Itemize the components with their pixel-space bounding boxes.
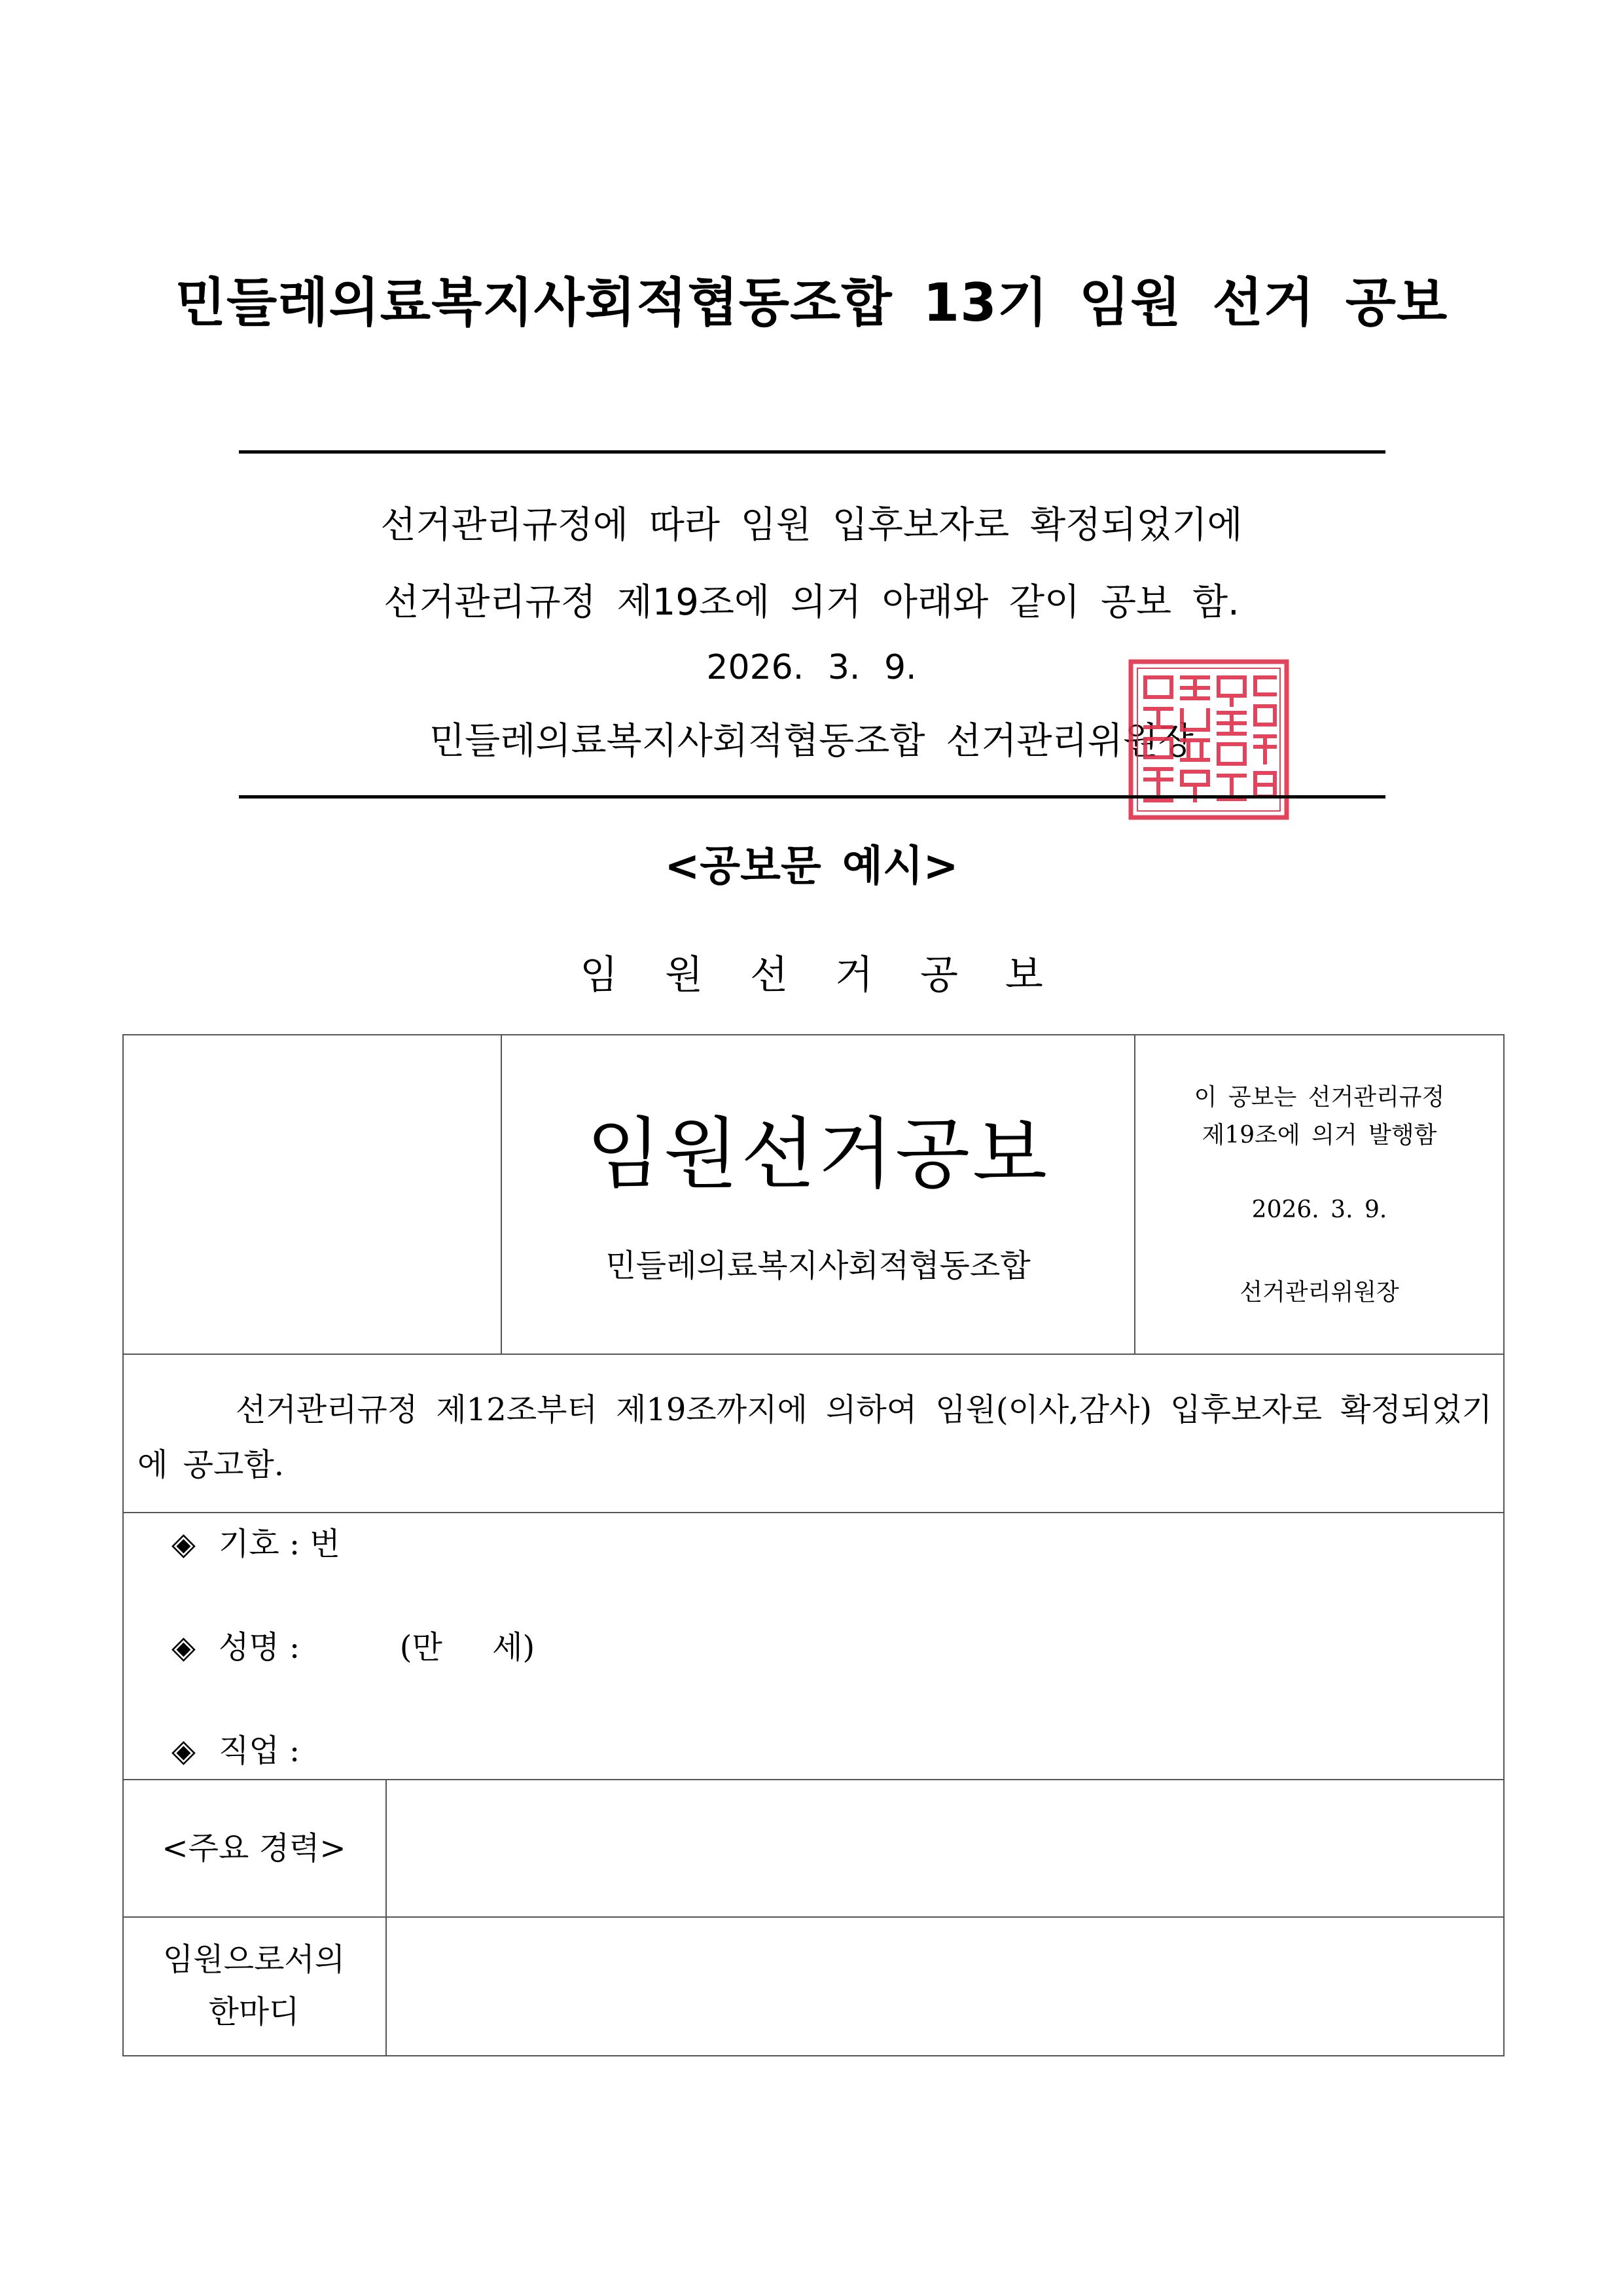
- document-title: 민들레의료복지사회적협동조합 13기 임원 선거 공보: [175, 272, 1448, 333]
- table-divider: [122, 1779, 1505, 1780]
- field-number: [171, 1518, 340, 1564]
- form-side-date: 2026. 3. 9.: [1251, 1196, 1387, 1223]
- remark-label-line-1: 임원으로서의: [162, 1941, 346, 1978]
- form-side-sign: 선거관리위원장: [1240, 1279, 1399, 1306]
- notice-line-1: 선거관리규정에 따라 임원 입후보자로 확정되었기에: [380, 504, 1243, 547]
- remark-label-line-2: 한마디: [208, 1994, 300, 2030]
- career-label: <주요 경력>: [162, 1830, 346, 1867]
- form-body-text: 선거관리규정 제12조부터 제19조까지에 의하여 임원(이사,감사) 입후보자로 확정되었기에 공고함.: [137, 1391, 1492, 1483]
- notice-signatory: 민들레의료복지사회적협동조합 선거관리위원장: [429, 720, 1194, 762]
- notice-date: 2026. 3. 9.: [706, 648, 917, 687]
- table-divider: [122, 1512, 1505, 1513]
- table-divider: [122, 1916, 1505, 1918]
- table-divider: [385, 1779, 387, 2056]
- sample-heading: <공보문 예시>: [664, 842, 959, 891]
- form-body-paragraph: [137, 1382, 1492, 1492]
- form-big-title: 임원선거공보: [586, 1109, 1050, 1199]
- field-job-text: 직업 :: [219, 1732, 300, 1769]
- field-number-text: 기호 : 번: [219, 1526, 340, 1562]
- form-heading: 임원선거공보: [580, 952, 1090, 998]
- form-side-line-1: 이 공보는 선거관리규정: [1194, 1084, 1445, 1111]
- table-divider: [122, 1354, 1505, 1355]
- diamond-bullet-icon: ◈: [171, 1629, 196, 1666]
- notice-line-2: 선거관리규정 제19조에 의거 아래와 같이 공보 함.: [383, 581, 1240, 624]
- diamond-bullet-icon: ◈: [171, 1732, 196, 1769]
- field-job: [171, 1725, 300, 1770]
- form-org-name: 민들레의료복지사회적협동조합: [605, 1247, 1031, 1284]
- field-name: [171, 1622, 535, 1667]
- top-divider: [239, 450, 1385, 454]
- bottom-divider: [239, 795, 1385, 798]
- diamond-bullet-icon: ◈: [171, 1526, 196, 1562]
- field-name-text: 성명 : (만 세): [219, 1629, 535, 1666]
- form-side-line-2: 제19조에 의거 발행함: [1202, 1122, 1437, 1149]
